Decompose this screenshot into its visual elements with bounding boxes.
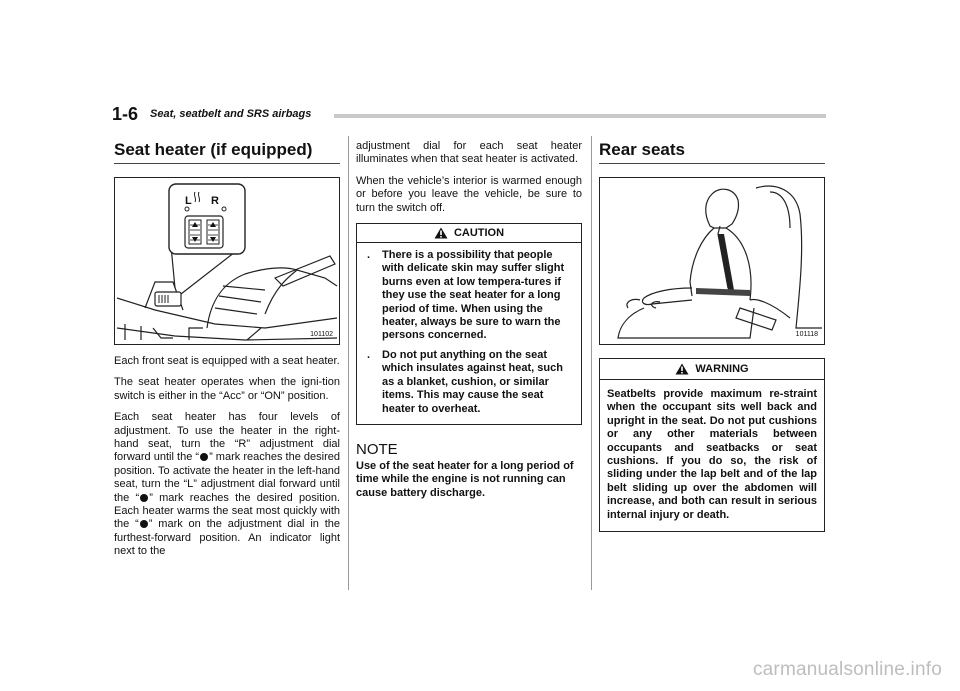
paragraph-adjustment: Each seat heater has four levels of adjustment. To use the heater in the right-hand seat, turn the “R” adjustment dial forward until the “ ” mark reaches the desired position. To activate the heater in the left-hand seat, turn the “L” adjustment dial forward until the “ ” mark reaches the desired position. Each heater warms the seat most quickly with the “ ” mark on the adjustment dial in the furthest-forward position. An indicator light next to the (114, 411, 341, 558)
figure-code: 101102 (310, 331, 333, 338)
header-rule (334, 114, 826, 118)
page-header (112, 104, 826, 126)
warning-triangle-icon (675, 363, 689, 375)
column-seat-heater (114, 140, 340, 559)
dot-mark-icon (140, 520, 148, 528)
rear-seat-occupant-illustration (600, 178, 824, 344)
column-divider-1 (348, 136, 349, 590)
figure-code: 101118 (795, 331, 818, 338)
switch-label-l: L (185, 195, 192, 207)
warning-text: Seatbelts provide maximum re-straint when the occupant sits well back and upright in the seat. Do not put cushions or any other materials between occupants and seatbacks or seat cushions. If you do so, the risk of sliding under the lap belt and of the lap belt sliding up over the abdomen will increase, and both can result in serious internal injury or death. (607, 388, 817, 521)
dot-mark-icon (140, 494, 148, 502)
list-item: . Do not put anything on the seat which insulates against heat, such as a blanket, cushion, or similar items. This may cause the seat heater to overheat. (367, 348, 563, 415)
paragraph-heater-equipped: Each front seat is equipped with a seat heater. (114, 355, 340, 367)
warning-header (600, 359, 824, 380)
section-title-seat-heater: Seat heater (if equipped) (114, 140, 340, 164)
caution-header (357, 224, 581, 243)
paragraph-ignition: The seat heater operates when the igni-tion switch is either in the “Acc” or “ON” position. (114, 376, 340, 402)
warning-box (599, 358, 825, 532)
section-title-rear-seats: Rear seats (599, 140, 825, 164)
watermark: carmanualsonline.info (752, 659, 942, 680)
seat-heater-illustration (115, 178, 339, 344)
column-rear-seats (599, 140, 825, 532)
switch-label-r: R (211, 195, 219, 207)
paragraph-indicator: adjustment dial for each seat heater illuminates when that seat heater is activated. (356, 140, 582, 166)
note-text: Use of the seat heater for a long period of time while the engine is not running can cause battery discharge. (356, 459, 574, 499)
figure-seat-heater (114, 177, 340, 345)
figure-rear-seats (599, 177, 825, 345)
column-divider-2 (591, 136, 592, 590)
column-seat-heater-cont (356, 140, 582, 500)
paragraph-turn-off: When the vehicle’s interior is warmed enough or before you leave the vehicle, be sure to turn the switch off. (356, 174, 582, 214)
warning-label: WARNING (695, 363, 749, 375)
page-number: 1-6 (112, 104, 139, 124)
list-item: . There is a possibility that people with delicate skin may suffer slight burns even at low tempera-tures if they use the seat heater for a long period of time. When using the heater, always be sure to warn the persons concerned. (367, 249, 565, 342)
warning-triangle-icon (434, 227, 448, 239)
caution-label: CAUTION (453, 227, 505, 240)
dot-mark-icon (200, 453, 208, 461)
caution-list (357, 243, 581, 424)
section-name: Seat, seatbelt and SRS airbags (150, 108, 312, 120)
note-title: NOTE (356, 440, 398, 458)
caution-box (356, 223, 582, 425)
